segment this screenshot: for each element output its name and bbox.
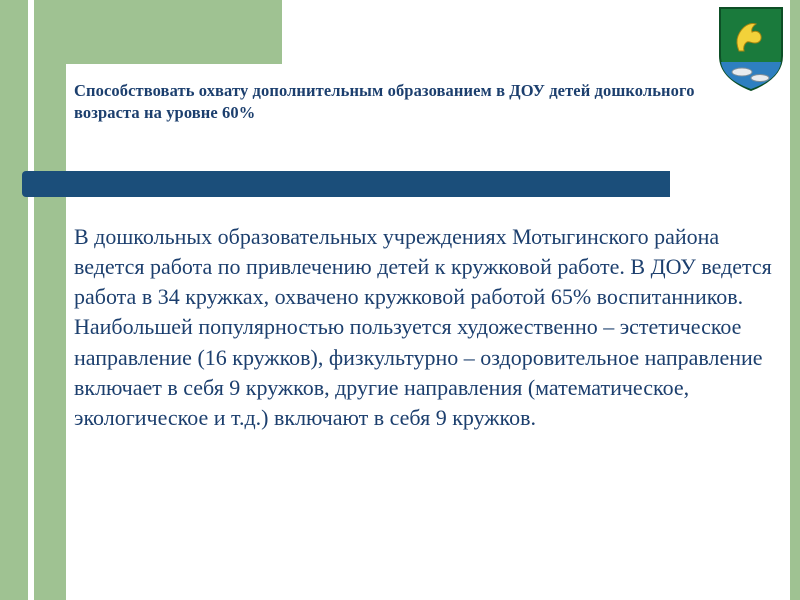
navy-divider-bar [22, 171, 670, 197]
right-green-strip [790, 0, 800, 600]
page-title: Способствовать охвату дополнительным образованием в ДОУ детей дошкольного возраста на уровне 60% [74, 81, 695, 123]
left-green-band-outer [0, 0, 28, 600]
top-green-block [66, 0, 282, 64]
coat-of-arms-icon [718, 6, 784, 92]
left-green-band-inner [34, 0, 66, 600]
body-paragraph: В дошкольных образовательных учреждениях Мотыгинского района ведется работа по привлечению детей к кружковой работе. В ДОУ ведется работа в 34 кружках, охвачено кружковой работой 65% воспитанников. Наибольшей популярностью пользуется художественно – эстетическое направление (16 кружков), физкультурно – оздоровительное направление включает в себя 9 кружков, другие направления (математическое, экологическое и т.д.) включают в себя 9 кружков. [74, 224, 772, 430]
